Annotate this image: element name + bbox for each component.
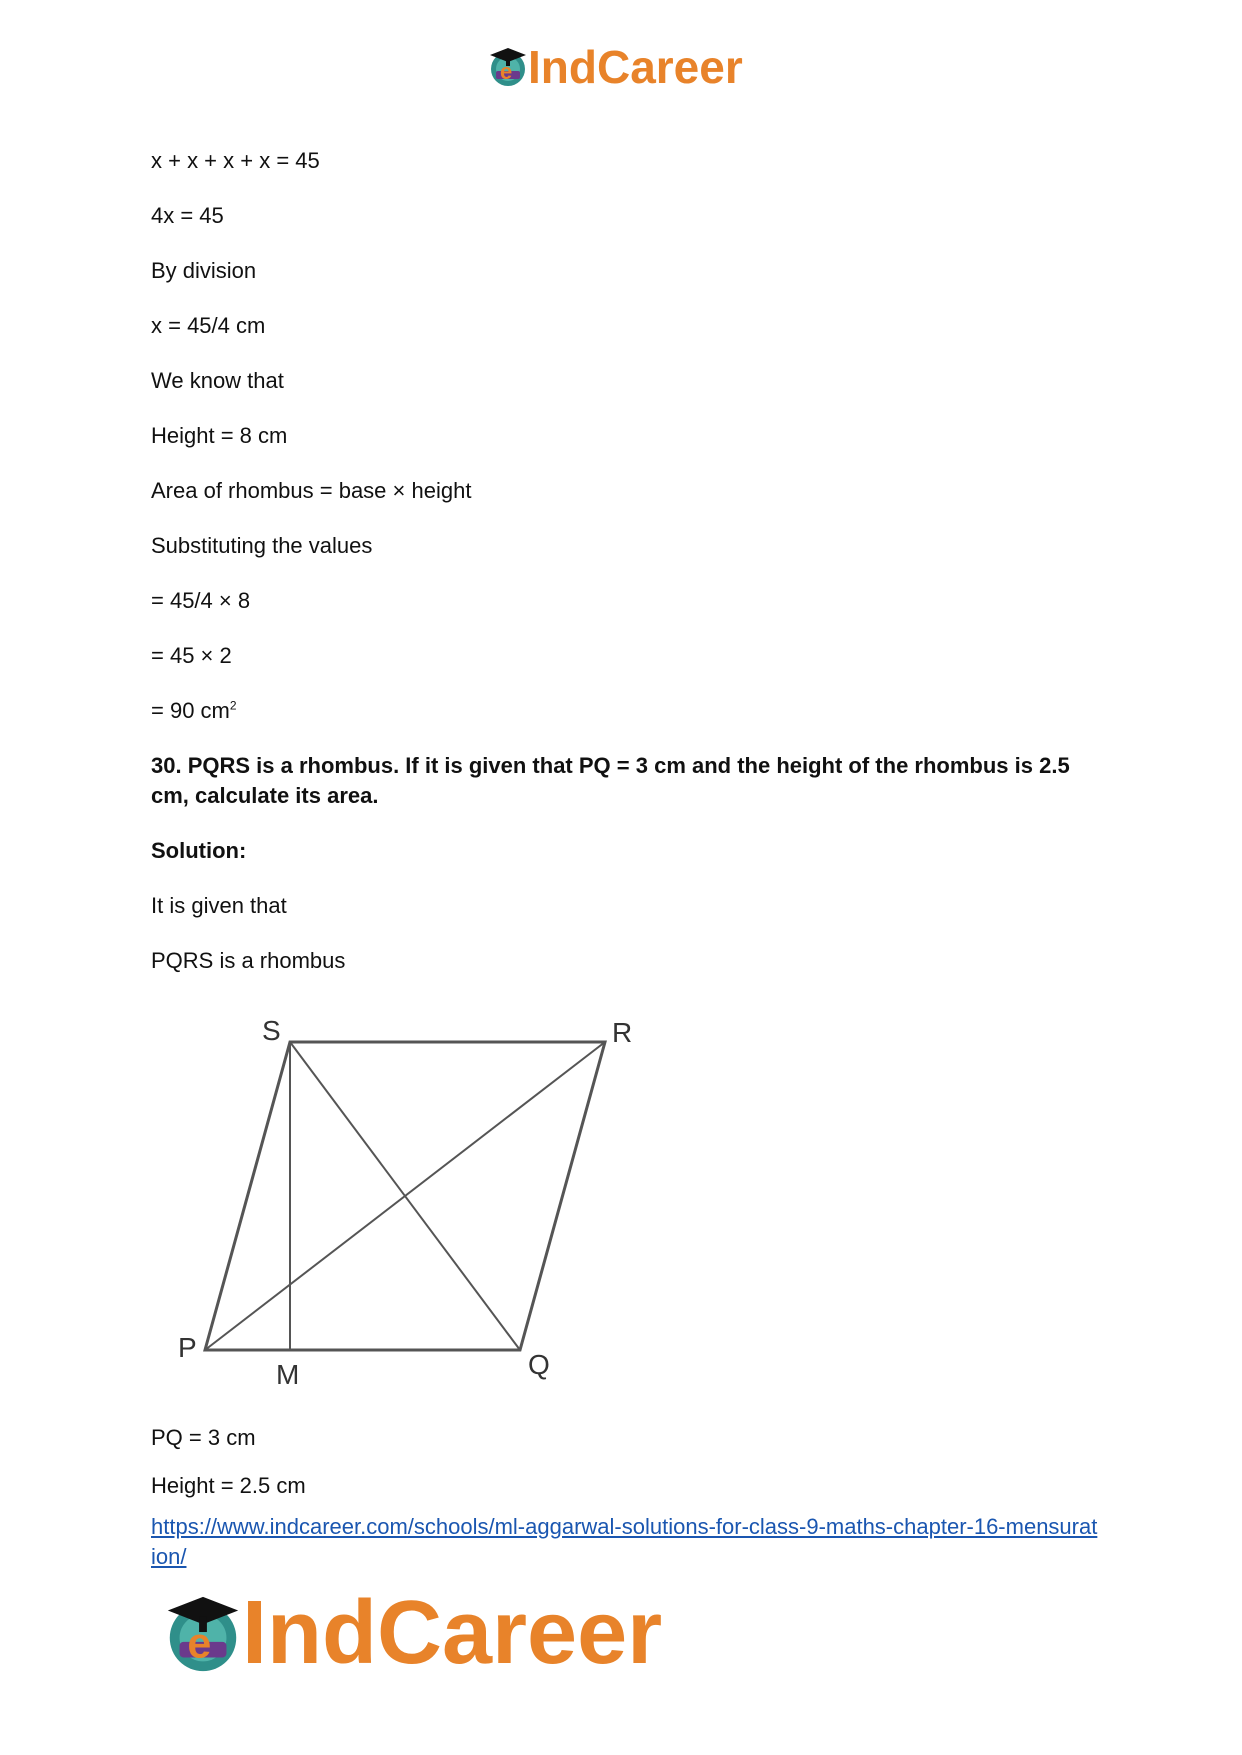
diagonal-sq (290, 1042, 520, 1350)
text-line: x = 45/4 cm (151, 313, 266, 338)
text-line: It is given that (151, 893, 287, 918)
solution-label: Solution: (151, 838, 247, 863)
area-result-exponent: 2 (229, 698, 237, 713)
label-p: P (178, 1332, 197, 1363)
text-line: = 45 × 2 (151, 643, 232, 668)
text-line: 4x = 45 (151, 203, 224, 228)
document-body (151, 146, 1101, 1001)
graduation-cap-globe-icon (486, 45, 530, 89)
label-q: Q (528, 1349, 550, 1380)
figure-values (151, 1423, 1101, 1519)
header-logo (486, 40, 743, 94)
text-line: By division (151, 258, 257, 283)
text-line: x + x + x + x = 45 (151, 148, 320, 173)
question-30: 30. PQRS is a rhombus. If it is given that PQ = 3 cm and the height of the rhombus is 2.5 cm, calculate its area. (151, 753, 1070, 808)
text-line: We know that (151, 368, 284, 393)
graduation-cap-globe-icon (160, 1591, 246, 1677)
label-r: R (612, 1017, 633, 1048)
area-result-text: = 90 cm (151, 698, 230, 723)
footer-logo (160, 1582, 662, 1685)
brand-name: IndCareer (528, 41, 743, 93)
brand-name: IndCareer (242, 1583, 663, 1683)
text-line: PQRS is a rhombus (151, 948, 346, 973)
text-line: Area of rhombus = base × height (151, 478, 472, 503)
label-m: M (276, 1359, 300, 1390)
text-line: = 45/4 × 8 (151, 588, 251, 613)
svg-text:e: e (500, 59, 513, 84)
area-result (151, 696, 1101, 726)
svg-text:e: e (187, 1618, 212, 1667)
text-line: Substituting the values (151, 533, 373, 558)
text-line: Height = 8 cm (151, 423, 288, 448)
rhombus-figure (160, 1012, 640, 1392)
text-line: Height = 2.5 cm (151, 1473, 306, 1498)
source-link[interactable]: https://www.indcareer.com/schools/ml-aggarwal-solutions-for-class-9-maths-chapter-16-mensuration/ (151, 1514, 1098, 1569)
label-s: S (262, 1015, 281, 1046)
text-line: PQ = 3 cm (151, 1425, 256, 1450)
